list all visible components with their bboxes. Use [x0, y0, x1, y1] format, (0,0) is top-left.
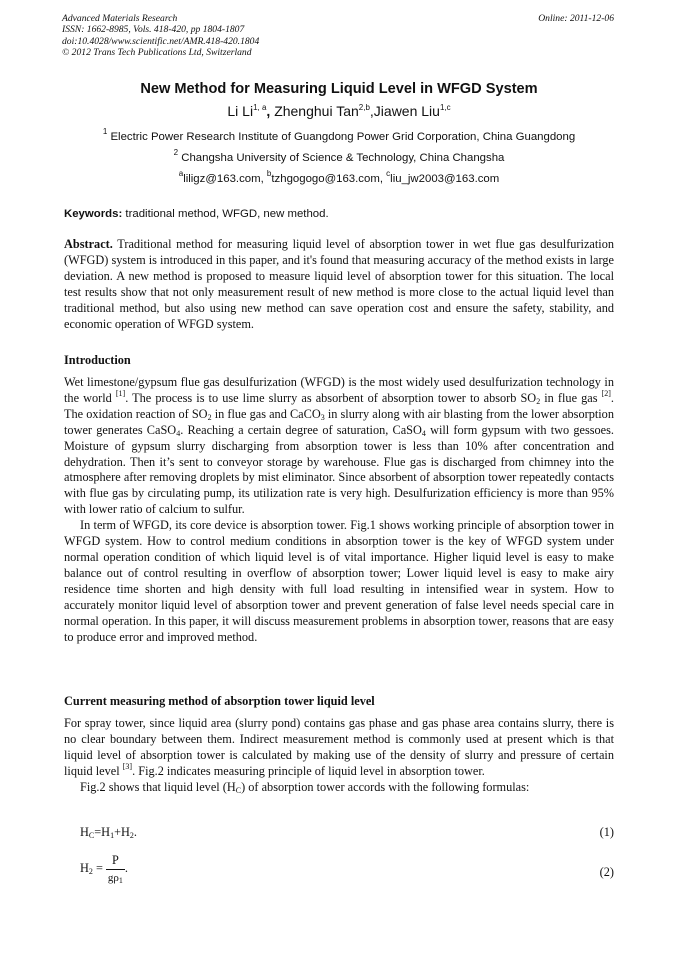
affiliation-mark: 2: [173, 148, 179, 157]
author-name: Li Li: [227, 103, 254, 119]
author-name: Jiawen Liu: [373, 103, 440, 119]
section-heading-current-method: Current measuring method of absorption tower liquid level: [64, 694, 375, 708]
keywords: [64, 208, 329, 220]
email-address: liu_jw2003@163.com: [390, 173, 500, 185]
author-affiliation-mark: 2,b: [358, 103, 370, 112]
keywords-label: Keywords:: [64, 208, 123, 220]
affiliation-text: Changsha University of Science & Technology, China Changsha: [181, 152, 505, 164]
online-date: Online: 2011-12-06: [538, 13, 614, 24]
email-mark: b: [266, 169, 272, 178]
equation-number: (1): [599, 825, 614, 839]
journal-header: [62, 13, 614, 58]
citation-ref: [2]: [601, 388, 611, 398]
journal-name: Advanced Materials Research: [62, 13, 178, 24]
affiliation-1: [0, 127, 678, 143]
equation-1: [80, 825, 614, 840]
issn-line: ISSN: 1662-8985, Vols. 418-420, pp 1804-1807: [62, 24, 245, 36]
email-address: liligz@163.com,: [183, 173, 267, 185]
keywords-text: traditional method, WFGD, new method.: [125, 208, 329, 220]
author-affiliation-mark: 1, a: [253, 103, 267, 112]
email-mark: a: [178, 169, 184, 178]
affiliation-text: Electric Power Research Institute of Guangdong Power Grid Corporation, China Guangdong: [110, 131, 576, 143]
fraction-denominator: gρ: [107, 872, 119, 884]
doi-line: doi:10.4028/www.scientific.net/AMR.418-420.1804: [62, 35, 260, 47]
introduction-body: [64, 375, 614, 645]
citation-ref: [1]: [115, 388, 126, 398]
author-list: Li Li$^{1, a}$, Zhenghui Tan$^{2,b}$,Jiawen Liu$^{1,c}$: [227, 103, 451, 119]
email-address: tzhgogogo@163.com,: [271, 173, 387, 185]
author-name: Zhenghui Tan: [274, 103, 359, 119]
email-list: [0, 169, 678, 185]
affiliation-2: [0, 148, 678, 164]
fraction: $\frac{P}{g\rho_1}$: [107, 853, 123, 885]
author-affiliation-mark: 1,c: [439, 103, 451, 112]
paragraph: Wet limestone/gypsum flue gas desulfurization (WFGD) is the most widely used desulfurization technology in the world [1]. The process is to use lime slurry as absorbent of absorption tower to absorb $SO_2$ in flue gas [2]. The oxidation reaction of $SO_2$ in flue gas and CaCO$_3$ in slurry along with air blasting from the lower absorption tower generates CaSO$_4$. Reaching a certain degree of saturation, CaSO$_4$ will form gypsum with two gessoes. Moisture of gypsum slurry discharging from absorption tower is less than 10% after concentration and dehydration. Then it’s sent to conveyor storage by warehouse. Flue gas is discharged from chimney into the atmosphere after removing droplets by mist eliminator. Since absorbent of absorption tower repeatedly contacts with flue gas by circulating pump, its utilization rate is very high. Desulfurization efficiency is more than 95% with lower ratio of calcium to sulfur.: [64, 375, 614, 517]
equation-2-expression: $H_2$ = $\frac{P}{g\rho_1}$ .: [80, 853, 128, 885]
abstract-label: Abstract.: [64, 237, 113, 251]
paper-title: New Method for Measuring Liquid Level in WFGD System: [140, 81, 538, 97]
affiliation-mark: 1: [102, 127, 108, 136]
abstract-text: Traditional method for measuring liquid level of absorption tower in wet flue gas desulfurization (WFGD) system is introduced in this paper, and it's found that measuring accuracy of the method exists in large deviation. A new method is proposed to measure liquid level of absorption tower for this situation. The local test results show that not only measurement result of new method is more close to the actual liquid level than traditional method, but also using new method can save operation cost and ensure the safety, stability, and economic operation of WFGD system.: [64, 237, 614, 331]
current-method-body: [64, 716, 614, 796]
copyright-line: © 2012 Trans Tech Publications Ltd, Switzerland: [62, 46, 252, 58]
equation-number: (2): [599, 865, 614, 879]
section-heading-introduction: Introduction: [64, 353, 131, 367]
equation-1-expression: $H_C=H_1+H_2$.: [80, 825, 137, 840]
citation-ref: [3]: [122, 761, 133, 771]
abstract: [64, 237, 614, 332]
paragraph: Fig.2 shows that liquid level $(H_C)$ of absorption tower accords with the following formulas:: [80, 779, 530, 795]
equation-2: [80, 853, 614, 884]
paragraph: In term of WFGD, its core device is absorption tower. Fig.1 shows working principle of absorption tower in WFGD system. How to control medium conditions in absorption tower is the key of WFGD system under normal operation condition of which liquid level is of vital importance. Higher liquid level is easy to make balance out of control resulting in overflow of absorption tower; Lower liquid level is easy to make airy residence time shorten and high density with full load resulting in intensified wear in system. How to accurately monitor liquid level of absorption tower and prevent generation of false level needs special care in normal operation. In this paper, it will discuss measurement problems in absorption tower, reasons that are easy to produce error and improved method.: [64, 518, 614, 644]
paragraph: For spray tower, since liquid area (slurry pond) contains gas phase and gas phase area contains slurry, there is no clear boundary between them. Indirect measurement method is commonly used at present which is that liquid level of absorption tower is calculated by making use of the density of slurry and pressure of certain liquid level [3]. Fig.2 indicates measuring principle of liquid level in absorption tower.: [64, 716, 614, 778]
email-mark: c: [386, 169, 391, 178]
fraction-numerator: P: [106, 853, 125, 870]
